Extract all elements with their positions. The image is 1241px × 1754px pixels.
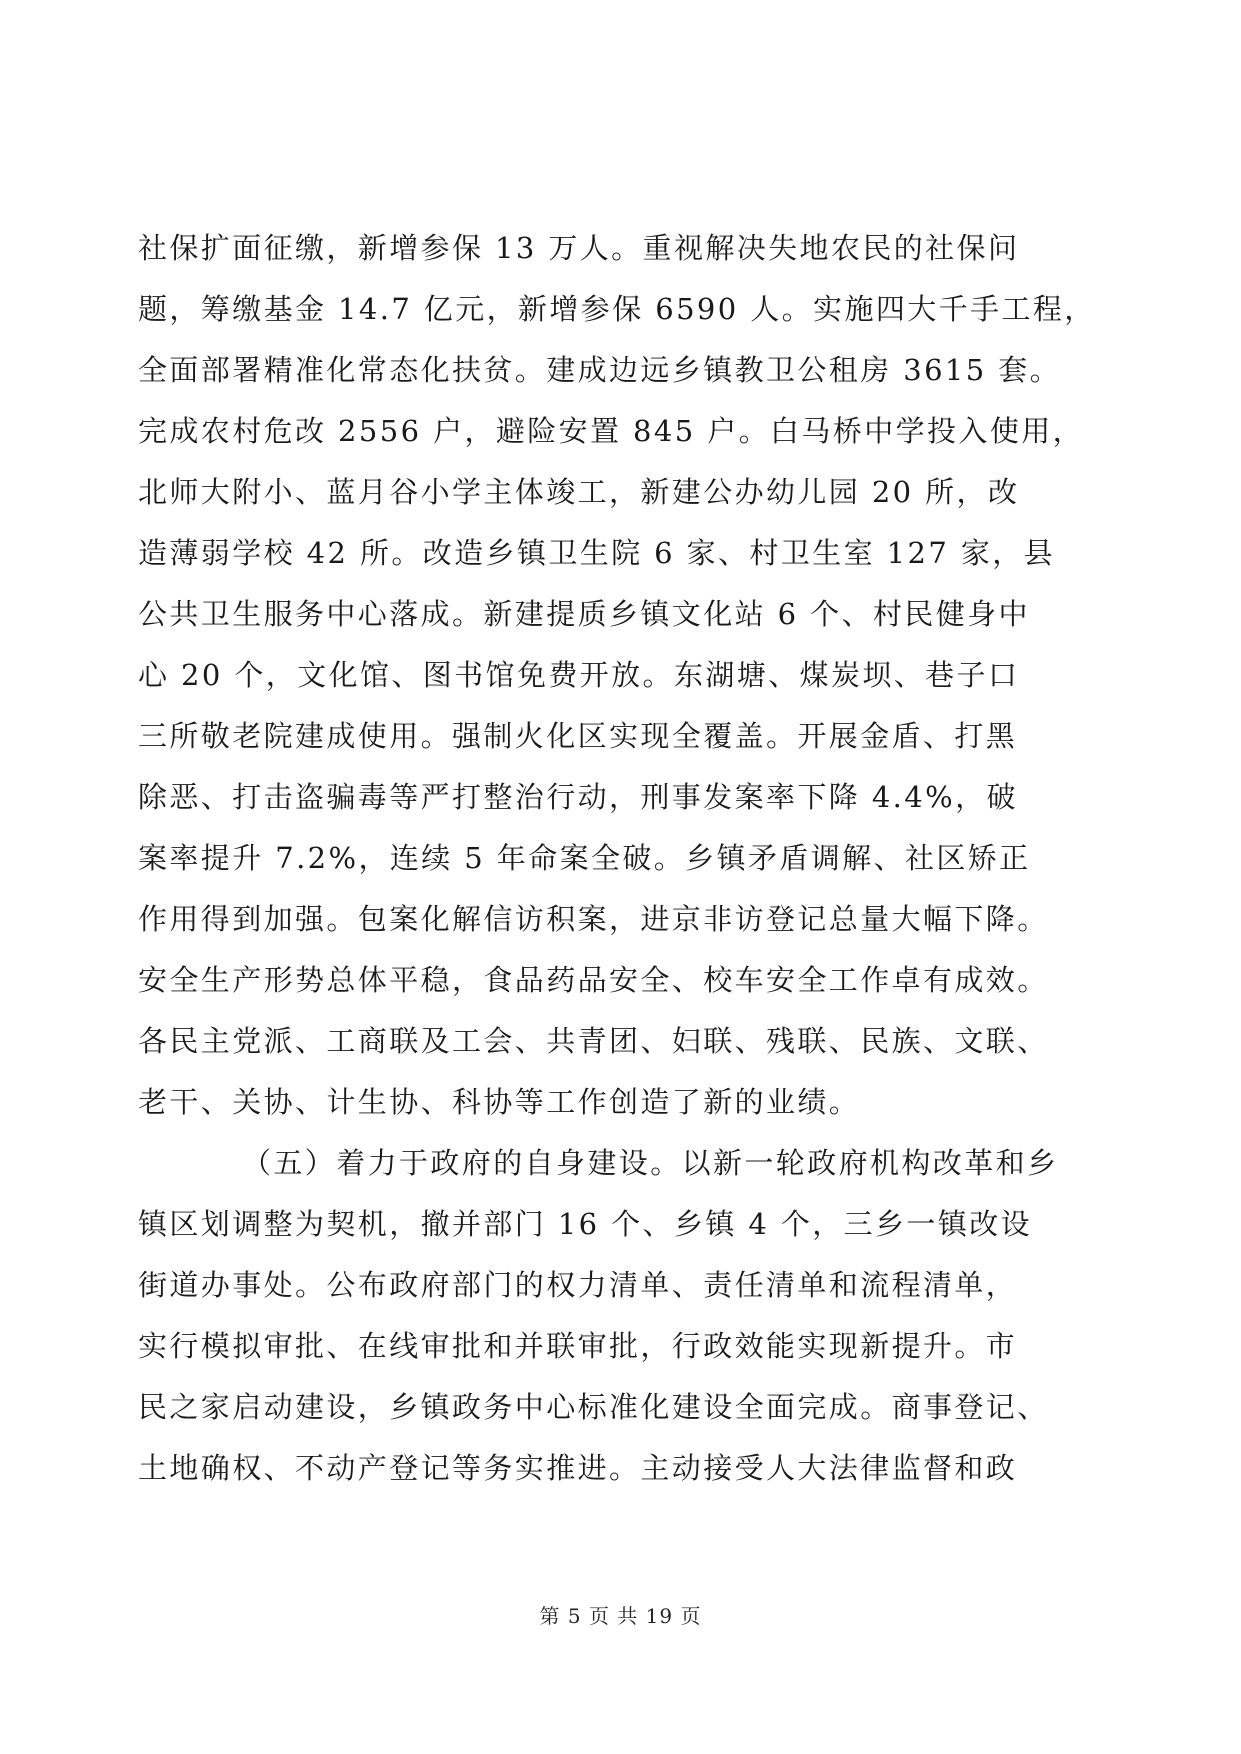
text-line: 镇区划调整为契机，撤并部门 16 个、乡镇 4 个，三乡一镇改设 <box>138 1207 1033 1241</box>
text-line: 作用得到加强。包案化解信访积案，进京非访登记总量大幅下降。 <box>138 902 1049 936</box>
text-line: 除恶、打击盗骗毒等严打整治行动，刑事发案率下降 4.4%，破 <box>138 780 1018 814</box>
text-line: 北师大附小、蓝月谷小学主体竣工，新建公办幼儿园 20 所，改 <box>138 475 1020 509</box>
text-line: 安全生产形势总体平稳，食品药品安全、校车安全工作卓有成效。 <box>138 963 1049 997</box>
text-line: 实行模拟审批、在线审批和并联审批，行政效能实现新提升。市 <box>138 1329 1018 1363</box>
text-line: 街道办事处。公布政府部门的权力清单、责任清单和流程清单， <box>138 1268 1018 1302</box>
text-line: 老干、关协、计生协、科协等工作创造了新的业绩。 <box>138 1085 861 1119</box>
text-line: 民之家启动建设，乡镇政务中心标准化建设全面完成。商事登记、 <box>138 1390 1049 1424</box>
text-line: 心 20 个，文化馆、图书馆免费开放。东湖塘、煤炭坝、巷子口 <box>138 658 1020 692</box>
page-number-footer: 第 5 页 共 19 页 <box>539 1604 702 1628</box>
text-line: 三所敬老院建成使用。强制火化区实现全覆盖。开展金盾、打黑 <box>138 719 1018 753</box>
text-line: 土地确权、不动产登记等务实推进。主动接受人大法律监督和政 <box>138 1451 1018 1485</box>
text-line: 全面部署精准化常态化扶贫。建成边远乡镇教卫公租房 3615 套。 <box>138 353 1062 387</box>
text-line: 造薄弱学校 42 所。改造乡镇卫生院 6 家、村卫生室 127 家，县 <box>138 536 1056 570</box>
text-line: 社保扩面征缴，新增参保 13 万人。重视解决失地农民的社保问 <box>138 231 1020 265</box>
text-line: 案率提升 7.2%，连续 5 年命案全破。乡镇矛盾调解、社区矫正 <box>138 841 1031 875</box>
text-line: 公共卫生服务中心落成。新建提质乡镇文化站 6 个、村民健身中 <box>138 597 1030 631</box>
text-line: 题，筹缴基金 14.7 亿元，新增参保 6590 人。实施四大千手工程， <box>138 292 1096 326</box>
section-heading-line: （五）着力于政府的自身建设。以新一轮政府机构改革和乡 <box>242 1146 1059 1180</box>
text-line: 各民主党派、工商联及工会、共青团、妇联、残联、民族、文联、 <box>138 1024 1049 1058</box>
text-line: 完成农村危改 2556 户，避险安置 845 户。白马桥中学投入使用， <box>138 414 1085 448</box>
